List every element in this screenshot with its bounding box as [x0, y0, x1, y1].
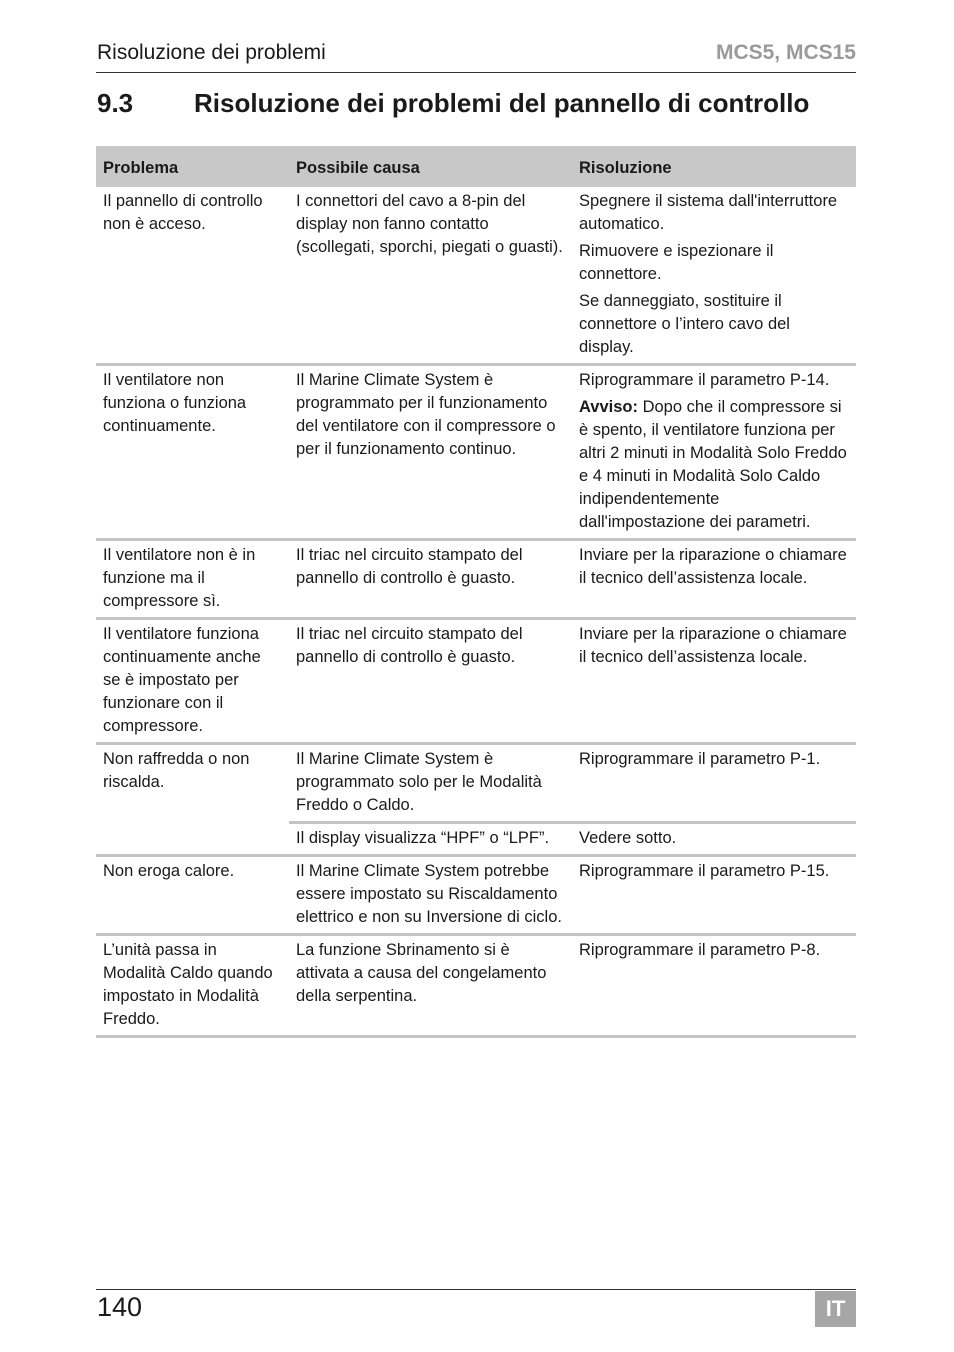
- page-number: 140: [97, 1292, 143, 1322]
- problem-cell: Non eroga calore.: [96, 856, 289, 935]
- solution-cell: Vedere sotto.: [572, 823, 856, 856]
- column-header-cause: Possibile causa: [289, 146, 572, 187]
- cause-cell: I connettori del cavo a 8-pin del display non fanno contatto (scollegati, sporchi, piegati o guasti).: [289, 187, 572, 365]
- problem-cell: Il ventilatore non funziona o funziona continuamente.: [96, 365, 289, 540]
- solution-cell: Inviare per la riparazione o chiamare il tecnico dell’assistenza locale.: [572, 619, 856, 744]
- solution-step: Rimuovere e ispezionare il connettore.: [579, 242, 774, 283]
- language-badge: IT: [815, 1291, 856, 1327]
- cause-cell: Il display visualizza “HPF” o “LPF”.: [289, 823, 572, 856]
- solution-step: Riprogrammare il parametro P-14.: [579, 371, 830, 389]
- table-row: [96, 540, 856, 619]
- table-row: [96, 935, 856, 1037]
- solution-cell: Riprogrammare il parametro P-1.: [572, 744, 856, 823]
- column-header-solution: Risoluzione: [572, 146, 856, 187]
- running-header-section: Risoluzione dei problemi: [97, 41, 326, 64]
- cause-cell: Il Marine Climate System è programmato solo per le Modalità Freddo o Caldo.: [289, 744, 572, 823]
- solution-step: Se danneggiato, sostituire il connettore o l’intero cavo del display.: [579, 292, 790, 356]
- table-row: [96, 187, 856, 365]
- problem-cell: Non raffredda o non riscalda.: [96, 744, 289, 856]
- table-row: [96, 619, 856, 744]
- solution-cell: Riprogrammare il parametro P-15.: [572, 856, 856, 935]
- footer-divider: [96, 1289, 856, 1290]
- cause-cell: Il triac nel circuito stampato del pannello di controllo è guasto.: [289, 540, 572, 619]
- solution-step: Spegnere il sistema dall'interruttore automatico.: [579, 192, 838, 233]
- problem-cell: Il ventilatore non è in funzione ma il compressore sì.: [96, 540, 289, 619]
- note: [579, 396, 849, 534]
- cause-cell: Il Marine Climate System potrebbe essere impostato su Riscaldamento elettrico e non su Inversione di ciclo.: [289, 856, 572, 935]
- problem-cell: Il ventilatore funziona continuamente anche se è impostato per funzionare con il compressore.: [96, 619, 289, 744]
- cause-cell: Il triac nel circuito stampato del pannello di controllo è guasto.: [289, 619, 572, 744]
- section-title-text: Risoluzione dei problemi del pannello di controllo: [194, 88, 810, 118]
- note-text: Dopo che il compressore si è spento, il ventilatore funziona per altri 2 minuti in Modalità Solo Freddo e 4 minuti in Modalità Solo Caldo indipendentemente dall'impostazione dei parametri.: [579, 398, 847, 531]
- table-row: [96, 365, 856, 540]
- cause-cell: La funzione Sbrinamento si è attivata a causa del congelamento della serpentina.: [289, 935, 572, 1037]
- table-header-row: [96, 146, 856, 187]
- table-row: [96, 856, 856, 935]
- column-header-problem: Problema: [96, 146, 289, 187]
- solution-cell: Riprogrammare il parametro P-8.: [572, 935, 856, 1037]
- problem-cell: Il pannello di controllo non è acceso.: [96, 187, 289, 365]
- running-header-model: MCS5, MCS15: [715, 41, 856, 64]
- troubleshooting-table: [96, 146, 856, 1038]
- section-title: [97, 88, 809, 119]
- table-row: [96, 744, 856, 823]
- problem-cell: L’unità passa in Modalità Caldo quando impostato in Modalità Freddo.: [96, 935, 289, 1037]
- note-label: Avviso:: [579, 398, 638, 416]
- solution-cell: Inviare per la riparazione o chiamare il tecnico dell’assistenza locale.: [572, 540, 856, 619]
- header-divider: [96, 72, 856, 73]
- cause-cell: Il Marine Climate System è programmato per il funzionamento del ventilatore con il compressore o per il funzionamento continuo.: [289, 365, 572, 540]
- solution-cell: [572, 187, 856, 365]
- solution-cell: [572, 365, 856, 540]
- section-number: 9.3: [97, 88, 134, 118]
